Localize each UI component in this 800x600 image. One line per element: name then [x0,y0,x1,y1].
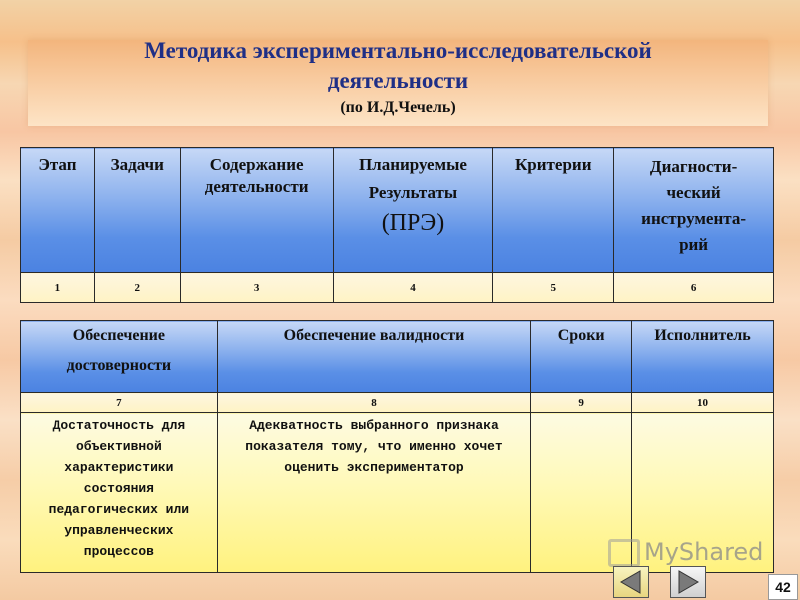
arrow-left-icon [614,567,648,597]
header-line: инструмента- [641,209,746,228]
column-number: 1 [21,273,95,303]
table-1-header-row [21,148,774,273]
header-line: деятельности [204,177,309,196]
column-number: 4 [333,273,493,303]
table-2-header-row [21,321,774,393]
column-number: 2 [94,273,180,303]
header-activity-content [180,148,333,273]
cell-line: объективной [75,439,162,454]
header-line: Обеспечение [72,327,165,344]
cell-line: педагогических или [48,502,190,517]
header-line: Диагности- [649,157,738,176]
header-line: Исполнитель [654,327,751,344]
header-line: Этап [38,155,77,174]
cell-line: процессов [83,544,154,559]
header-line: рий [679,235,709,254]
slide-subtitle: (по И.Д.Чечель) [340,99,456,116]
header-line: ческий [666,183,721,202]
column-number: 6 [614,273,774,303]
header-diagnostic-tools [614,148,774,273]
cell-line: показателя тому, что именно хочет [245,439,503,454]
header-planned-results [333,148,493,273]
cell-line: Адекватность выбранного признака [249,418,499,433]
header-reliability [21,321,218,393]
header-pre-label: (ПРЭ) [381,210,445,236]
cell-line: оценить экспериментатор [284,460,464,475]
header-tasks [94,148,180,273]
validity-cell [217,413,530,573]
header-line: Планируемые [358,155,467,174]
header-line: Содержание [209,155,304,174]
header-stage [21,148,95,273]
watermark [608,538,763,567]
table-1-number-row [21,273,774,303]
reliability-cell [21,413,218,573]
arrow-right-icon [671,567,705,597]
header-criteria [493,148,614,273]
header-line: Задачи [110,155,164,174]
presentation-board-icon [608,539,640,567]
header-line: Критерии [514,155,592,174]
header-line: достоверности [66,357,172,374]
header-timing [531,321,632,393]
column-number: 9 [531,393,632,413]
slide-title [28,36,768,96]
cell-line: управленческих [64,523,174,538]
methodology-table-2 [20,320,774,573]
header-line: Обеспечение валидности [283,327,465,344]
header-line: Результаты [368,183,458,202]
header-executor [632,321,774,393]
column-number: 8 [217,393,530,413]
watermark-text: MyShared [644,538,764,566]
cell-line: Достаточность для [52,418,186,433]
title-line-2: деятельности [327,68,469,93]
previous-slide-button[interactable] [613,566,649,598]
column-number: 5 [493,273,614,303]
table-2-number-row [21,393,774,413]
methodology-table-1 [20,147,774,303]
page-number: 42 [768,574,798,600]
column-number: 7 [21,393,218,413]
cell-line: характеристики [64,460,174,475]
title-line-1: Методика экспериментально-исследовательской [144,38,652,63]
header-validity [217,321,530,393]
header-line: Сроки [557,327,605,344]
next-slide-button[interactable] [670,566,706,598]
cell-line: состояния [83,481,154,496]
column-number: 10 [632,393,774,413]
column-number: 3 [180,273,333,303]
